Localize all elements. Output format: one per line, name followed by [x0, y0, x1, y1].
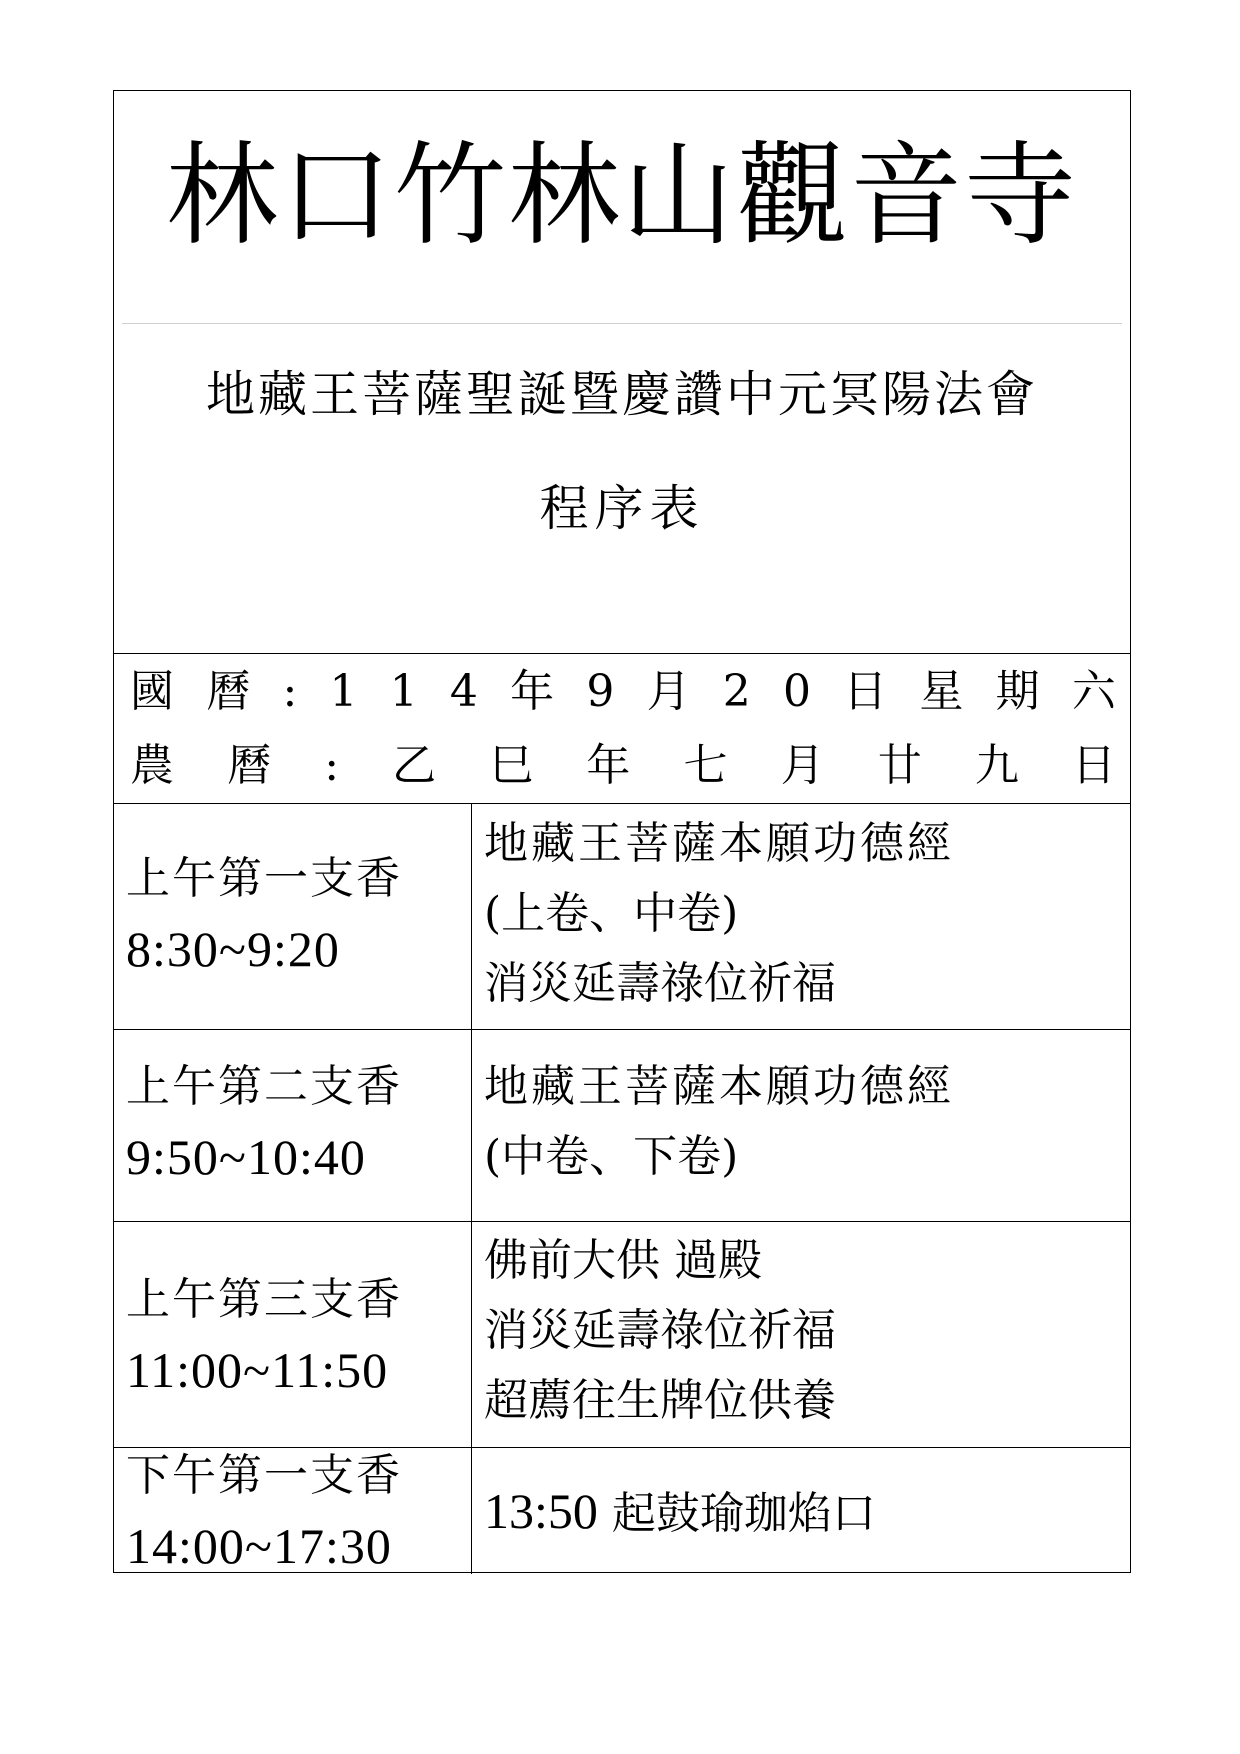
solar-date-char: 六	[1071, 666, 1116, 717]
solar-date-char: 1	[389, 666, 418, 717]
start-time: 13:50	[484, 1483, 598, 1539]
program-table	[113, 90, 1131, 1573]
session-time: 8:30~9:20	[126, 921, 340, 977]
solar-date-char: 月	[646, 666, 691, 717]
solar-date-char: 年	[510, 666, 555, 717]
solar-date-char: 星	[919, 666, 964, 717]
lunar-date-char: 巳	[489, 740, 534, 791]
program-item: 超薦往生牌位供養	[484, 1375, 836, 1426]
session-time: 11:00~11:50	[126, 1342, 389, 1398]
session-label: 上午第三支香	[126, 1274, 402, 1325]
schedule-row	[114, 1222, 1130, 1448]
solar-date-char: 1	[329, 666, 358, 717]
solar-date-char: 曆	[206, 666, 251, 717]
program-item: 消災延壽祿位祈福	[484, 958, 836, 1009]
program-text: 起鼓瑜珈焰口	[611, 1488, 876, 1539]
program-item	[484, 1476, 1120, 1549]
event-subtitle: 程序表	[539, 480, 705, 537]
solar-date	[130, 654, 1116, 730]
event-title: 地藏王菩薩聖誕暨慶讚中元冥陽法會	[205, 366, 1038, 423]
program-cell	[484, 1052, 1120, 1192]
session-cell	[126, 1052, 466, 1192]
solar-date-char: 4	[449, 666, 478, 717]
title-section	[114, 91, 1130, 324]
solar-date-char: 日	[843, 666, 888, 717]
lunar-date-char: 月	[780, 740, 825, 791]
lunar-date-char: 廿	[877, 740, 922, 791]
lunar-date-char: :	[324, 740, 340, 791]
session-cell	[126, 1265, 466, 1405]
temple-name: 林口竹林山觀音寺	[166, 131, 1078, 261]
lunar-date-char: 九	[974, 740, 1019, 791]
program-item: 佛前大供 過殿	[484, 1235, 762, 1286]
lunar-date-char: 農	[130, 740, 174, 791]
solar-date-char: 期	[995, 666, 1040, 717]
lunar-date-char: 日	[1071, 740, 1116, 791]
program-item: (中卷、下卷)	[484, 1131, 739, 1182]
session-time: 14:00~17:30	[126, 1518, 392, 1574]
date-section	[114, 654, 1130, 804]
solar-date-char: :	[282, 666, 298, 717]
program-item: 地藏王菩薩本願功德經	[484, 818, 954, 869]
session-cell	[126, 844, 466, 984]
program-cell	[484, 1226, 1120, 1436]
solar-date-char: 0	[783, 666, 812, 717]
schedule-row	[114, 804, 1130, 1030]
solar-date-char: 2	[722, 666, 751, 717]
program-item: 消災延壽祿位祈福	[484, 1305, 836, 1356]
solar-date-char: 國	[130, 666, 174, 717]
session-cell	[126, 1441, 466, 1581]
session-label: 下午第一支香	[126, 1450, 402, 1501]
lunar-date-char: 乙	[392, 740, 437, 791]
lunar-date-char: 曆	[227, 740, 272, 791]
session-label: 上午第二支香	[126, 1061, 402, 1112]
program-cell	[484, 809, 1120, 1019]
lunar-date	[130, 728, 1116, 804]
session-time: 9:50~10:40	[126, 1129, 366, 1185]
event-section	[114, 324, 1130, 654]
session-label: 上午第一支香	[126, 853, 402, 904]
program-cell	[484, 1476, 1120, 1549]
lunar-date-char: 七	[683, 740, 728, 791]
schedule-row	[114, 1030, 1130, 1222]
lunar-date-char: 年	[586, 740, 631, 791]
program-item: 地藏王菩薩本願功德經	[484, 1061, 954, 1112]
program-item: (上卷、中卷)	[484, 888, 739, 939]
schedule-row	[114, 1448, 1130, 1574]
solar-date-char: 9	[586, 666, 615, 717]
